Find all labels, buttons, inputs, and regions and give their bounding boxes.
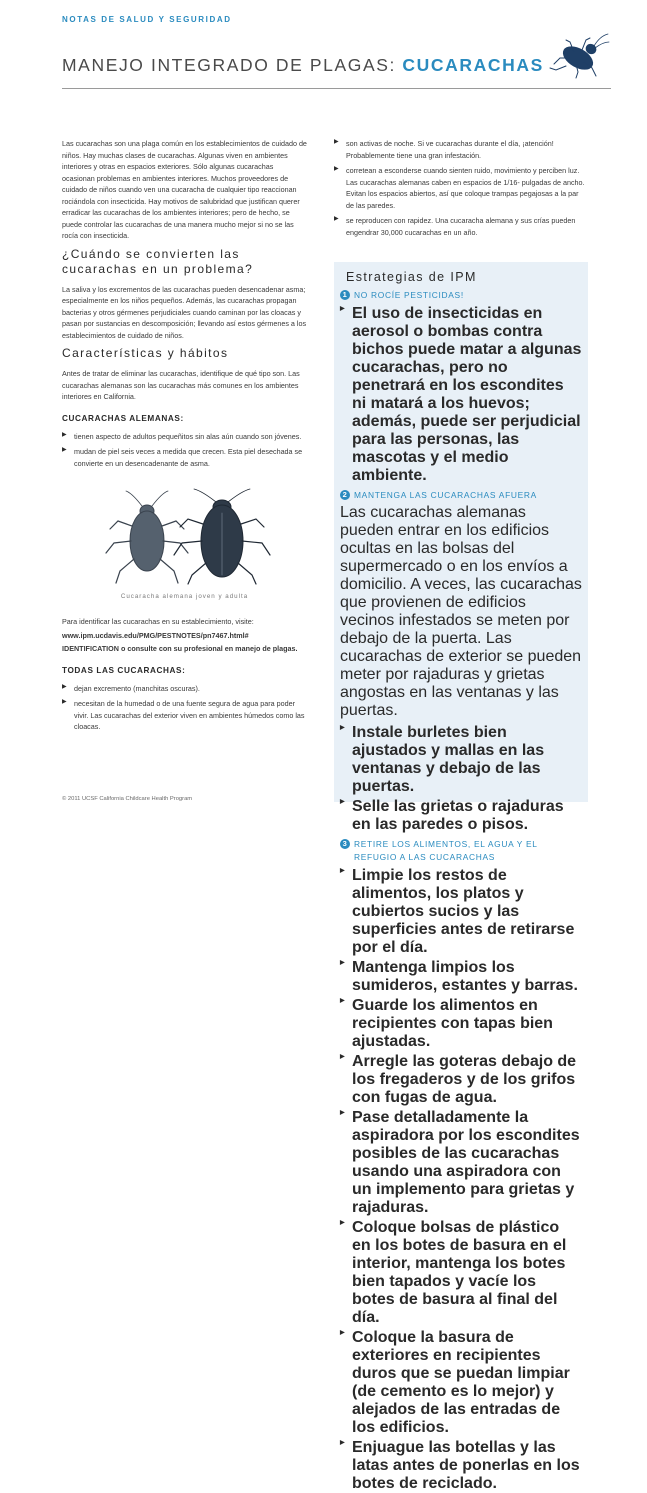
step-title: RETIRE LOS ALIMENTOS, EL AGUA Y EL REFUGIO A LAS CUCARACHAS bbox=[354, 839, 538, 863]
all-heading: TODAS LAS CUCARACHAS: bbox=[62, 665, 186, 675]
list-item: ▶ El uso de insecticidas en aerosol o bombas contra bichos puede matar a algunas cucarachas, pero no penetrará en los escondites ni matará a los huevos; además, puede ser perjudicial para las personas, las mascotas y el medio ambiente. bbox=[340, 305, 582, 485]
list-item: ▶ se reproducen con rapidez. Una cucaracha alemana y sus crías pueden engendrar 30,000 cucarachas en un año. bbox=[334, 215, 588, 238]
ipm-strategies-box bbox=[334, 262, 588, 1492]
list-item: ▶ Guarde los alimentos en recipientes con tapas bien ajustadas. bbox=[340, 997, 582, 1051]
list-item: ▶ Arregle las goteras debajo de los fregaderos y de los grifos con fugas de agua. bbox=[340, 1053, 582, 1107]
step-title: MANTENGA LAS CUCARACHAS AFUERA bbox=[354, 489, 537, 500]
left-column bbox=[62, 138, 307, 737]
step-number-badge: 1 bbox=[340, 290, 350, 300]
list-item: ▶ Limpie los restos de alimentos, los platos y cubiertos sucios y las superficies antes de retirarse por el día. bbox=[340, 867, 582, 957]
list-item: ▶ Enjuague las botellas y las latas antes de ponerlas en los botes de reciclado. bbox=[340, 1439, 582, 1493]
ipm-heading: Estrategias de IPM bbox=[346, 270, 477, 284]
identify-prefix: Para identificar las cucarachas en su establecimiento, visite: bbox=[62, 617, 254, 627]
step-2-heading bbox=[340, 489, 582, 502]
title-main: MANEJO INTEGRADO DE PLAGAS: bbox=[62, 55, 403, 75]
step-number-badge: 3 bbox=[340, 839, 350, 849]
list-item: ▶ corretean a esconderse cuando sienten ruido, movimiento y perciben luz. Las cucarachas alemanas caben en espacios de 1/16- pulgadas de ancho. Evitan los espacios abiertos, así que coloque trampas pegajosas a la par de las paredes. bbox=[334, 165, 588, 211]
cockroach-illustration-icon bbox=[62, 491, 307, 584]
german-heading: CUCARACHAS ALEMANAS: bbox=[62, 413, 184, 423]
step-number-badge: 2 bbox=[340, 490, 350, 500]
step-1-list bbox=[340, 305, 582, 485]
list-item: ▶ necesitan de la humedad o de una fuente segura de agua para poder vivir. Las cucarachas del exterior viven en ambientes húmedos como las cloacas. bbox=[62, 698, 307, 733]
all-list bbox=[62, 683, 307, 733]
cockroach-figure bbox=[62, 491, 307, 584]
problem-paragraph: La saliva y los excrementos de las cucarachas pueden desencadenar asma; especialmente en los niños pequeños. Además, las cucarachas propagan bacterias y otros gérmenes perjudiciales cuando caminan por las cloacas y pasan por sustancias en descomposición; llevando así estos gérmenes a los establecimientos de cuidado de niños. bbox=[62, 284, 307, 340]
list-item: ▶ Coloque bolsas de plástico en los botes de basura en el interior, mantenga los botes bien tapados y vacíe los botes de basura al final del día. bbox=[340, 1219, 582, 1327]
page-title bbox=[62, 55, 544, 76]
problem-heading: ¿Cuándo se convierten las cucarachas en un problema? bbox=[62, 246, 254, 277]
german-list bbox=[62, 431, 307, 470]
header-rule bbox=[62, 88, 611, 89]
step-title: NO ROCÍE PESTICIDAS! bbox=[354, 290, 464, 301]
footer-copyright: © 2011 UCSF California Childcare Health Program bbox=[62, 796, 193, 802]
traits-paragraph: Antes de tratar de eliminar las cucarachas, identifique de qué tipo son. Las cucarachas alemanas son las cucarachas más comunes en los ambientes interiores en California. bbox=[62, 369, 300, 402]
series-kicker: NOTAS DE SALUD Y SEGURIDAD bbox=[62, 15, 232, 24]
identify-url-link[interactable]: www.ipm.ucdavis.edu/PMG/PESTNOTES/pn7467.html# bbox=[62, 630, 249, 640]
list-item: ▶ mudan de piel seis veces a medida que crecen. Esta piel desechada se convierte en un desencadenante de asma. bbox=[62, 446, 307, 469]
figure-caption: Cucaracha alemana joven y adulta bbox=[120, 593, 249, 601]
right-column bbox=[334, 138, 588, 242]
list-item: ▶ Pase detalladamente la aspiradora por los escondites posibles de las cucarachas usando una aspiradora con un implemento para grietas y rajaduras. bbox=[340, 1109, 582, 1217]
identify-suffix: IDENTIFICATION o consulte con su profesional en manejo de plagas. bbox=[62, 644, 298, 654]
cockroach-logo-icon bbox=[548, 30, 610, 80]
list-item: ▶ Mantenga limpios los sumideros, estantes y barras. bbox=[340, 959, 582, 995]
step-3-heading bbox=[340, 838, 582, 863]
step-2-paragraph: Las cucarachas alemanas pueden entrar en los edificios ocultas en las bolsas del supermercado o en los envíos a domicilio. A veces, las cucarachas que provienen de edificios vecinos infestados se meten por debajo de la puerta. Las cucarachas de exterior se pueden meter por rajaduras y grietas angostas en las ventanas y las puertas. bbox=[340, 504, 582, 720]
list-item: ▶ dejan excremento (manchitas oscuras). bbox=[62, 683, 307, 695]
step-2-list bbox=[340, 724, 582, 834]
intro-paragraph: Las cucarachas son una plaga común en los establecimientos de cuidado de niños. Hay muchas clases de cucarachas. Algunas viven en ambientes interiores y otras en espacios exteriores. Sólo algunas cucarachas ocasionan problemas en ambientes interiores. Muchos proveedores de cuidado de niños cuando ven una cucaracha de cualquier tipo reaccionan rociándola con insecticida. Hay motivos de salubridad que justifican querer erradicar las cucarachas de los ambientes interiores; pero de hecho, se puede controlar las cucarachas de una manera mucho mejor si no se las rocía con insecticida. bbox=[62, 139, 307, 241]
habits-list bbox=[334, 138, 588, 238]
title-accent: CUCARACHAS bbox=[402, 55, 544, 75]
step-1-heading bbox=[340, 289, 582, 302]
list-item: ▶ Coloque la basura de exteriores en recipientes duros que se puedan limpiar (de cemento es lo mejor) y alejados de las entradas de los edificios. bbox=[340, 1329, 582, 1437]
list-item: ▶ tienen aspecto de adultos pequeñitos sin alas aún cuando son jóvenes. bbox=[62, 431, 307, 443]
step-3-list bbox=[340, 867, 582, 1493]
list-item: ▶ son activas de noche. Si ve cucarachas durante el día, ¡atención! Probablemente tiene una gran infestación. bbox=[334, 138, 588, 161]
list-item: ▶ Selle las grietas o rajaduras en las paredes o pisos. bbox=[340, 798, 582, 834]
list-item: ▶ Instale burletes bien ajustados y mallas en las ventanas y debajo de las puertas. bbox=[340, 724, 582, 796]
traits-heading: Características y hábitos bbox=[62, 346, 229, 361]
